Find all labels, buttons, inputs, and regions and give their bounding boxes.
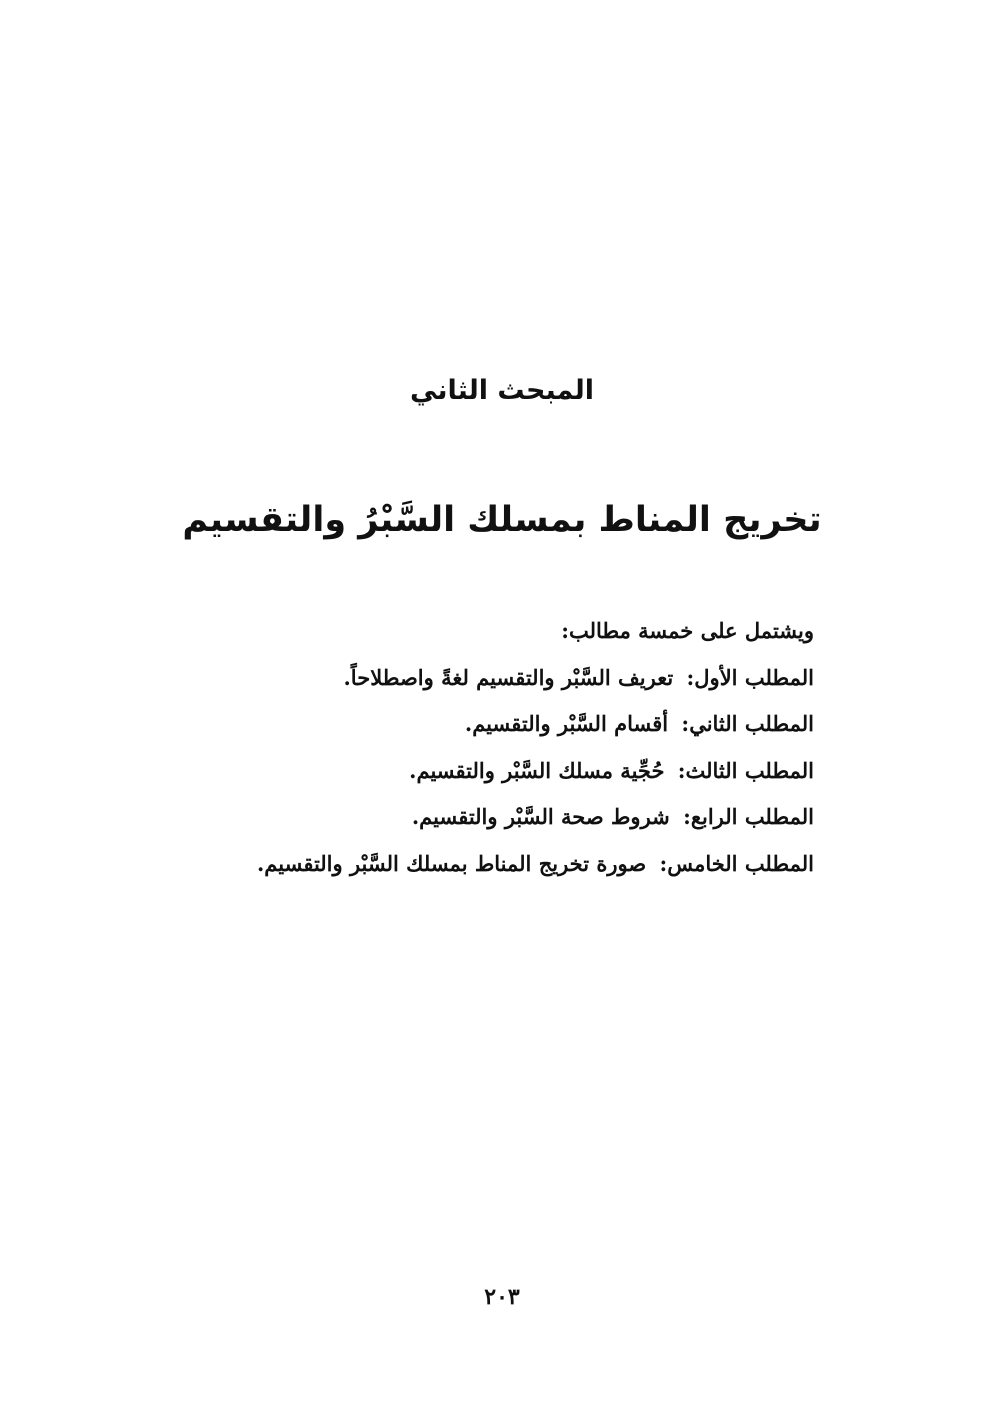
contents-item — [194, 748, 814, 795]
contents-list — [194, 608, 814, 887]
item-label: المطلب الثاني — [689, 711, 814, 736]
chapter-title: تخريج المناط بمسلك السَّبْرُ والتقسيم — [182, 500, 822, 540]
contents-item — [194, 794, 814, 841]
item-label: المطلب الخامس — [667, 850, 814, 876]
item-text: شروط صحة السَّبْر والتقسيم. — [411, 804, 670, 829]
item-separator: : — [686, 664, 695, 690]
item-label: المطلب الأول — [694, 664, 814, 690]
item-label: المطلب الرابع — [690, 804, 814, 829]
contents-items — [194, 655, 814, 888]
item-separator: : — [677, 757, 686, 783]
contents-item — [194, 655, 814, 702]
contents-item — [194, 841, 814, 888]
item-text: حُجِّية مسلك السَّبْر والتقسيم. — [409, 757, 665, 783]
contents-intro: ويشتمل على خمسة مطالب: — [561, 618, 814, 643]
page-number: ٢٠٣ — [484, 1284, 520, 1310]
item-separator: : — [659, 850, 668, 876]
contents-item — [194, 701, 814, 748]
item-text: أقسام السَّبْر والتقسيم. — [464, 711, 669, 736]
item-text: تعريف السَّبْر والتقسيم لغةً واصطلاحاً. — [343, 664, 674, 690]
item-label: المطلب الثالث — [685, 757, 814, 783]
section-label: المبحث الثاني — [410, 375, 594, 406]
item-separator: : — [683, 804, 691, 829]
item-separator: : — [681, 711, 690, 736]
item-text: صورة تخريج المناط بمسلك السَّبْر والتقسيم. — [256, 850, 647, 876]
